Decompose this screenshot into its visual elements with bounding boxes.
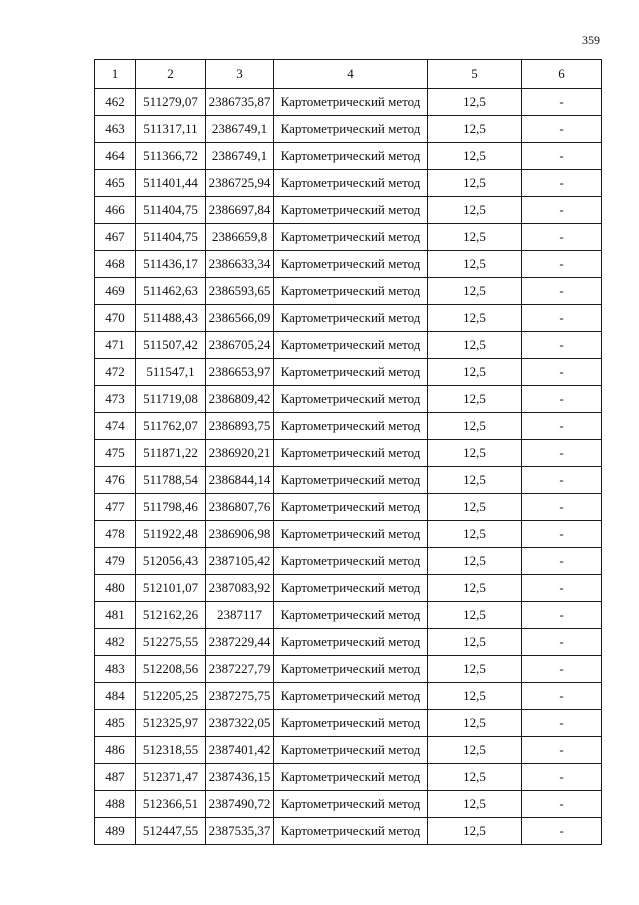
cell-method: Картометрический метод xyxy=(274,683,428,710)
cell-method: Картометрический метод xyxy=(274,737,428,764)
table-row xyxy=(95,548,602,575)
cell-x-coordinate: 511788,54 xyxy=(136,467,206,494)
cell-point-number: 474 xyxy=(95,413,136,440)
cell-y-coordinate: 2386893,75 xyxy=(206,413,274,440)
cell-description: - xyxy=(522,251,602,278)
cell-accuracy: 12,5 xyxy=(428,386,522,413)
cell-x-coordinate: 511436,17 xyxy=(136,251,206,278)
cell-point-number: 475 xyxy=(95,440,136,467)
cell-x-coordinate: 511401,44 xyxy=(136,170,206,197)
cell-y-coordinate: 2386659,8 xyxy=(206,224,274,251)
cell-point-number: 482 xyxy=(95,629,136,656)
table-row xyxy=(95,710,602,737)
cell-accuracy: 12,5 xyxy=(428,629,522,656)
cell-method: Картометрический метод xyxy=(274,251,428,278)
cell-x-coordinate: 511462,63 xyxy=(136,278,206,305)
table-row xyxy=(95,251,602,278)
table-row xyxy=(95,89,602,116)
cell-description: - xyxy=(522,116,602,143)
cell-y-coordinate: 2386593,65 xyxy=(206,278,274,305)
cell-method: Картометрический метод xyxy=(274,710,428,737)
cell-method: Картометрический метод xyxy=(274,494,428,521)
cell-x-coordinate: 511762,07 xyxy=(136,413,206,440)
cell-description: - xyxy=(522,683,602,710)
cell-method: Картометрический метод xyxy=(274,764,428,791)
cell-description: - xyxy=(522,548,602,575)
cell-accuracy: 12,5 xyxy=(428,359,522,386)
cell-point-number: 487 xyxy=(95,764,136,791)
cell-x-coordinate: 511279,07 xyxy=(136,89,206,116)
cell-point-number: 481 xyxy=(95,602,136,629)
cell-description: - xyxy=(522,764,602,791)
cell-method: Картометрический метод xyxy=(274,548,428,575)
table-row xyxy=(95,764,602,791)
cell-accuracy: 12,5 xyxy=(428,116,522,143)
cell-point-number: 477 xyxy=(95,494,136,521)
cell-description: - xyxy=(522,710,602,737)
cell-accuracy: 12,5 xyxy=(428,197,522,224)
cell-x-coordinate: 512366,51 xyxy=(136,791,206,818)
cell-accuracy: 12,5 xyxy=(428,791,522,818)
cell-x-coordinate: 512101,07 xyxy=(136,575,206,602)
cell-x-coordinate: 512447,55 xyxy=(136,818,206,845)
cell-x-coordinate: 512371,47 xyxy=(136,764,206,791)
cell-description: - xyxy=(522,170,602,197)
cell-x-coordinate: 512208,56 xyxy=(136,656,206,683)
table-row xyxy=(95,467,602,494)
cell-description: - xyxy=(522,278,602,305)
cell-point-number: 485 xyxy=(95,710,136,737)
cell-y-coordinate: 2387117 xyxy=(206,602,274,629)
cell-y-coordinate: 2387401,42 xyxy=(206,737,274,764)
cell-accuracy: 12,5 xyxy=(428,251,522,278)
cell-accuracy: 12,5 xyxy=(428,143,522,170)
cell-point-number: 470 xyxy=(95,305,136,332)
table-row xyxy=(95,386,602,413)
cell-point-number: 472 xyxy=(95,359,136,386)
cell-y-coordinate: 2386749,1 xyxy=(206,143,274,170)
cell-y-coordinate: 2386807,76 xyxy=(206,494,274,521)
cell-accuracy: 12,5 xyxy=(428,521,522,548)
cell-y-coordinate: 2386705,24 xyxy=(206,332,274,359)
cell-y-coordinate: 2387490,72 xyxy=(206,791,274,818)
cell-method: Картометрический метод xyxy=(274,521,428,548)
cell-accuracy: 12,5 xyxy=(428,170,522,197)
cell-x-coordinate: 512275,55 xyxy=(136,629,206,656)
cell-accuracy: 12,5 xyxy=(428,656,522,683)
cell-description: - xyxy=(522,359,602,386)
table-row xyxy=(95,116,602,143)
cell-method: Картометрический метод xyxy=(274,305,428,332)
table-row xyxy=(95,818,602,845)
cell-y-coordinate: 2387105,42 xyxy=(206,548,274,575)
cell-y-coordinate: 2387083,92 xyxy=(206,575,274,602)
cell-accuracy: 12,5 xyxy=(428,764,522,791)
cell-description: - xyxy=(522,467,602,494)
cell-description: - xyxy=(522,413,602,440)
cell-y-coordinate: 2387227,79 xyxy=(206,656,274,683)
cell-point-number: 476 xyxy=(95,467,136,494)
cell-description: - xyxy=(522,494,602,521)
table-row xyxy=(95,791,602,818)
cell-description: - xyxy=(522,575,602,602)
table-row xyxy=(95,602,602,629)
table-row xyxy=(95,143,602,170)
cell-point-number: 486 xyxy=(95,737,136,764)
cell-x-coordinate: 512318,55 xyxy=(136,737,206,764)
table-row xyxy=(95,521,602,548)
cell-point-number: 489 xyxy=(95,818,136,845)
table-row xyxy=(95,332,602,359)
cell-accuracy: 12,5 xyxy=(428,575,522,602)
cell-description: - xyxy=(522,224,602,251)
cell-y-coordinate: 2386844,14 xyxy=(206,467,274,494)
header-cell-description: 6 xyxy=(522,60,602,89)
cell-description: - xyxy=(522,440,602,467)
cell-x-coordinate: 511366,72 xyxy=(136,143,206,170)
cell-x-coordinate: 512205,25 xyxy=(136,683,206,710)
cell-y-coordinate: 2386566,09 xyxy=(206,305,274,332)
cell-y-coordinate: 2386653,97 xyxy=(206,359,274,386)
table-row xyxy=(95,278,602,305)
table-row xyxy=(95,656,602,683)
cell-y-coordinate: 2387322,05 xyxy=(206,710,274,737)
cell-description: - xyxy=(522,602,602,629)
table-header-row xyxy=(95,60,602,89)
cell-point-number: 479 xyxy=(95,548,136,575)
table-row xyxy=(95,575,602,602)
cell-accuracy: 12,5 xyxy=(428,305,522,332)
cell-y-coordinate: 2386725,94 xyxy=(206,170,274,197)
cell-point-number: 480 xyxy=(95,575,136,602)
cell-description: - xyxy=(522,521,602,548)
cell-point-number: 465 xyxy=(95,170,136,197)
cell-description: - xyxy=(522,656,602,683)
cell-method: Картометрический метод xyxy=(274,143,428,170)
cell-point-number: 467 xyxy=(95,224,136,251)
cell-y-coordinate: 2386633,34 xyxy=(206,251,274,278)
cell-x-coordinate: 511922,48 xyxy=(136,521,206,548)
cell-method: Картометрический метод xyxy=(274,224,428,251)
header-cell-point-number: 1 xyxy=(95,60,136,89)
cell-point-number: 483 xyxy=(95,656,136,683)
header-cell-y: 3 xyxy=(206,60,274,89)
cell-method: Картометрический метод xyxy=(274,278,428,305)
table-row xyxy=(95,683,602,710)
cell-description: - xyxy=(522,143,602,170)
cell-accuracy: 12,5 xyxy=(428,440,522,467)
cell-x-coordinate: 511798,46 xyxy=(136,494,206,521)
cell-point-number: 464 xyxy=(95,143,136,170)
cell-method: Картометрический метод xyxy=(274,656,428,683)
table-row xyxy=(95,629,602,656)
table-row xyxy=(95,197,602,224)
cell-accuracy: 12,5 xyxy=(428,332,522,359)
cell-y-coordinate: 2387535,37 xyxy=(206,818,274,845)
cell-method: Картометрический метод xyxy=(274,197,428,224)
cell-x-coordinate: 511404,75 xyxy=(136,197,206,224)
cell-y-coordinate: 2386920,21 xyxy=(206,440,274,467)
cell-x-coordinate: 512162,26 xyxy=(136,602,206,629)
cell-accuracy: 12,5 xyxy=(428,548,522,575)
cell-description: - xyxy=(522,629,602,656)
cell-method: Картометрический метод xyxy=(274,89,428,116)
cell-method: Картометрический метод xyxy=(274,359,428,386)
table-row xyxy=(95,494,602,521)
cell-y-coordinate: 2386906,98 xyxy=(206,521,274,548)
cell-method: Картометрический метод xyxy=(274,116,428,143)
cell-accuracy: 12,5 xyxy=(428,89,522,116)
cell-method: Картометрический метод xyxy=(274,629,428,656)
cell-description: - xyxy=(522,791,602,818)
cell-point-number: 484 xyxy=(95,683,136,710)
cell-x-coordinate: 511507,42 xyxy=(136,332,206,359)
table-row xyxy=(95,305,602,332)
cell-accuracy: 12,5 xyxy=(428,467,522,494)
cell-y-coordinate: 2386809,42 xyxy=(206,386,274,413)
table-row xyxy=(95,737,602,764)
cell-x-coordinate: 511719,08 xyxy=(136,386,206,413)
cell-accuracy: 12,5 xyxy=(428,413,522,440)
cell-method: Картометрический метод xyxy=(274,440,428,467)
table-row xyxy=(95,440,602,467)
header-cell-accuracy: 5 xyxy=(428,60,522,89)
table-row xyxy=(95,359,602,386)
cell-method: Картометрический метод xyxy=(274,386,428,413)
cell-method: Картометрический метод xyxy=(274,413,428,440)
cell-accuracy: 12,5 xyxy=(428,710,522,737)
cell-description: - xyxy=(522,305,602,332)
cell-accuracy: 12,5 xyxy=(428,602,522,629)
cell-y-coordinate: 2386735,87 xyxy=(206,89,274,116)
cell-point-number: 469 xyxy=(95,278,136,305)
cell-point-number: 463 xyxy=(95,116,136,143)
cell-description: - xyxy=(522,386,602,413)
cell-x-coordinate: 511871,22 xyxy=(136,440,206,467)
cell-description: - xyxy=(522,197,602,224)
cell-method: Картометрический метод xyxy=(274,332,428,359)
cell-accuracy: 12,5 xyxy=(428,683,522,710)
cell-x-coordinate: 512325,97 xyxy=(136,710,206,737)
header-cell-method: 4 xyxy=(274,60,428,89)
cell-point-number: 468 xyxy=(95,251,136,278)
cell-point-number: 471 xyxy=(95,332,136,359)
cell-method: Картометрический метод xyxy=(274,818,428,845)
cell-point-number: 473 xyxy=(95,386,136,413)
cell-x-coordinate: 511488,43 xyxy=(136,305,206,332)
coordinates-table xyxy=(94,59,602,845)
cell-point-number: 462 xyxy=(95,89,136,116)
cell-description: - xyxy=(522,89,602,116)
table-row xyxy=(95,224,602,251)
table-row xyxy=(95,413,602,440)
cell-method: Картометрический метод xyxy=(274,575,428,602)
cell-method: Картометрический метод xyxy=(274,170,428,197)
cell-accuracy: 12,5 xyxy=(428,494,522,521)
header-cell-x: 2 xyxy=(136,60,206,89)
cell-description: - xyxy=(522,818,602,845)
cell-accuracy: 12,5 xyxy=(428,737,522,764)
cell-accuracy: 12,5 xyxy=(428,818,522,845)
cell-point-number: 478 xyxy=(95,521,136,548)
table-row xyxy=(95,170,602,197)
cell-y-coordinate: 2387436,15 xyxy=(206,764,274,791)
cell-point-number: 466 xyxy=(95,197,136,224)
cell-description: - xyxy=(522,737,602,764)
cell-y-coordinate: 2387229,44 xyxy=(206,629,274,656)
cell-x-coordinate: 511317,11 xyxy=(136,116,206,143)
cell-description: - xyxy=(522,332,602,359)
cell-x-coordinate: 511547,1 xyxy=(136,359,206,386)
page-number: 359 xyxy=(582,33,600,47)
cell-method: Картометрический метод xyxy=(274,467,428,494)
cell-y-coordinate: 2386697,84 xyxy=(206,197,274,224)
cell-x-coordinate: 511404,75 xyxy=(136,224,206,251)
cell-x-coordinate: 512056,43 xyxy=(136,548,206,575)
cell-y-coordinate: 2386749,1 xyxy=(206,116,274,143)
cell-method: Картометрический метод xyxy=(274,602,428,629)
cell-accuracy: 12,5 xyxy=(428,278,522,305)
cell-y-coordinate: 2387275,75 xyxy=(206,683,274,710)
cell-point-number: 488 xyxy=(95,791,136,818)
cell-accuracy: 12,5 xyxy=(428,224,522,251)
cell-method: Картометрический метод xyxy=(274,791,428,818)
table-body xyxy=(95,60,602,845)
